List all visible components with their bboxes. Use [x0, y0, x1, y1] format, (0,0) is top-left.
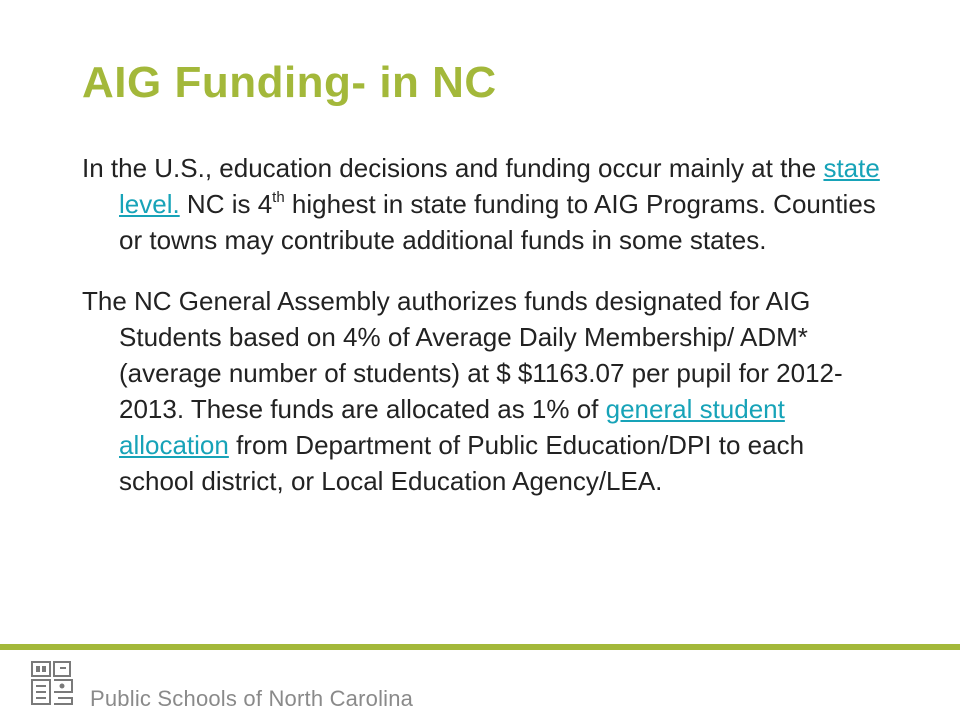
general-student-allocation-link[interactable]: general student allocation — [119, 394, 785, 460]
footer-org-name: Public Schools of North Carolina — [90, 686, 414, 711]
slide-title: AIG Funding- in NC — [82, 58, 497, 107]
paragraph1-text-2: NC is 4 — [179, 189, 273, 219]
paragraph1-text-1: In the U.S., education decisions and funding occur mainly at the — [82, 153, 824, 183]
ordinal-superscript: th — [272, 189, 285, 206]
paragraph-general-assembly — [82, 283, 882, 499]
state-level-link[interactable]: state level. — [119, 153, 880, 219]
nc-schools-logo-icon — [26, 658, 84, 714]
paragraph1-text-3: highest in state funding to AIG Programs. Counties or towns may contribute additional funds in some states. — [119, 189, 876, 255]
footer-divider — [0, 644, 960, 650]
footer-logo — [26, 658, 84, 714]
slide-body — [82, 150, 882, 499]
paragraph2-text-2: from Department of Public Education/DPI to each school district, or Local Education Agency/LEA. — [119, 430, 805, 496]
paragraph-state-funding — [82, 150, 882, 258]
paragraph2-text-1: The NC General Assembly authorizes funds designated for AIG Students based on 4% of Average Daily Membership/ ADM* (average number of students) at $ $1163.07 per pupil for 2012-2013. These funds are allocated as 1% of — [82, 286, 843, 424]
